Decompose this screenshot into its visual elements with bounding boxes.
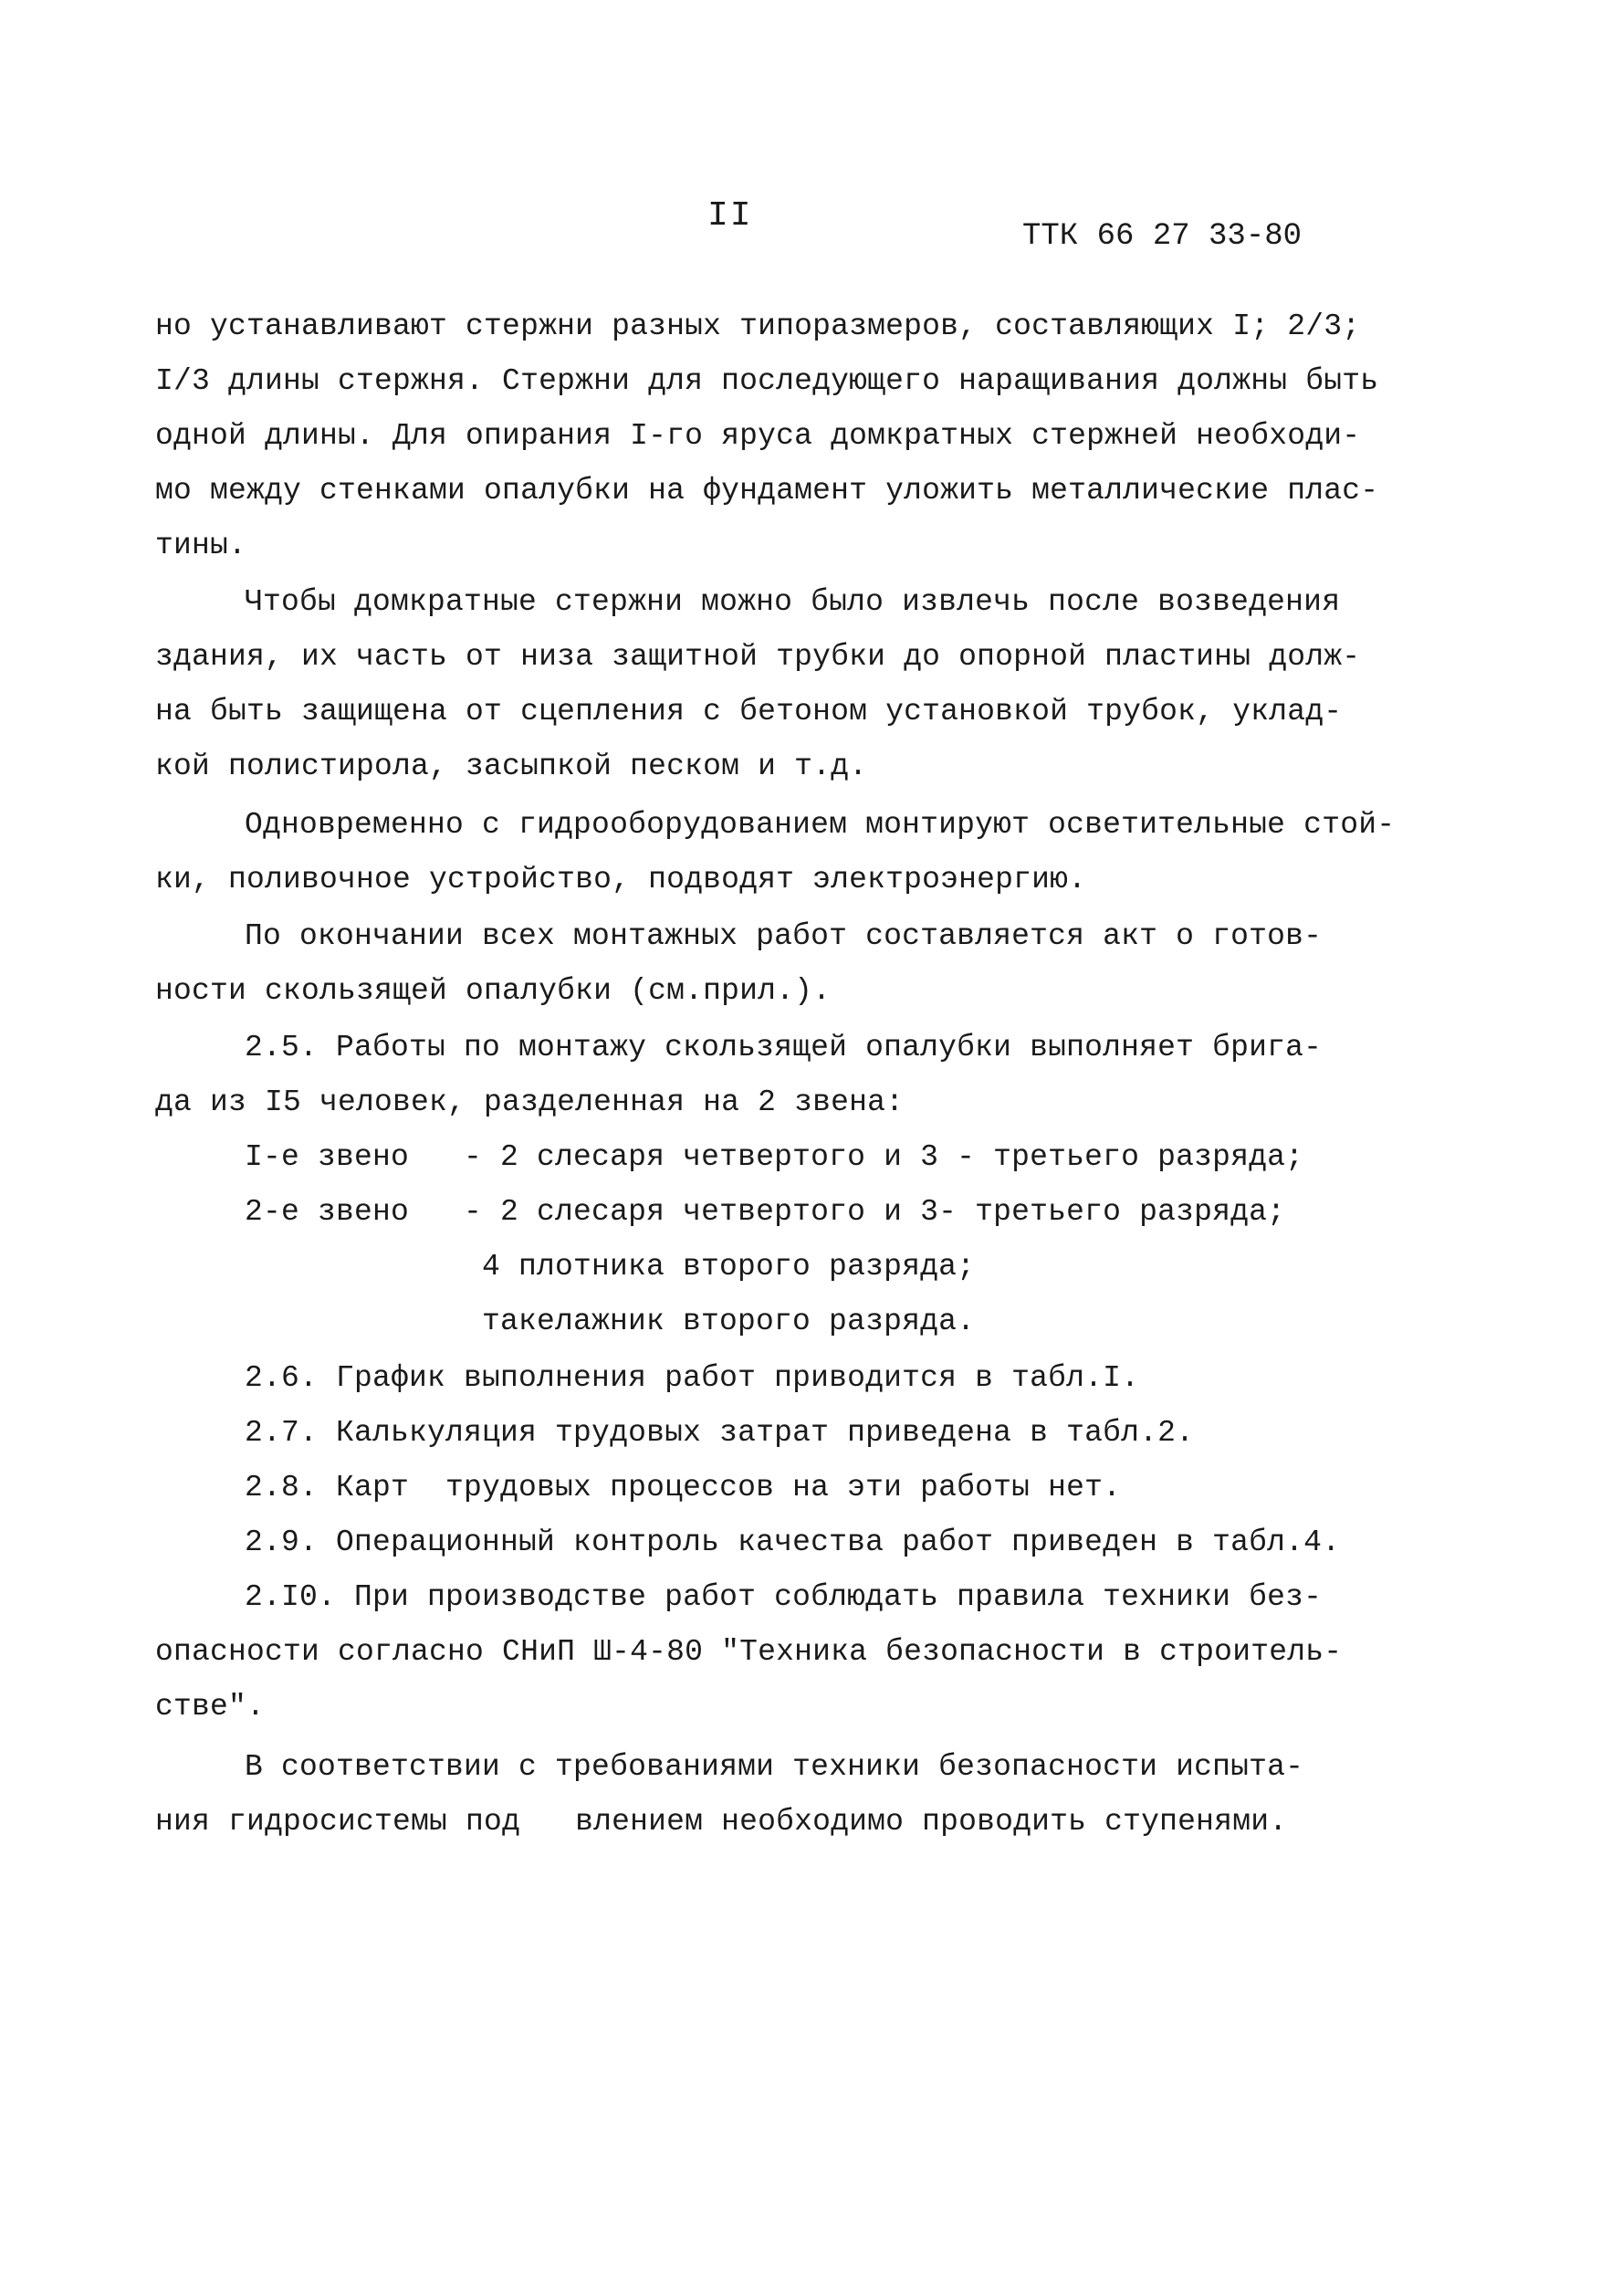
text-line: ния гидросистемы под влением необходимо проводить ступенями. — [155, 1805, 1288, 1839]
text-line: 2.6. График выполнения работ приводится в табл.I. — [245, 1361, 1140, 1395]
document-code: ТТК 66 27 33-80 — [1022, 219, 1303, 254]
text-line: 4 плотника второго разряда; — [482, 1250, 976, 1284]
text-line: кой полистирола, засыпкой песком и т.д. — [155, 750, 868, 783]
text-line: 2.7. Калькуляция трудовых затрат приведена в табл.2. — [245, 1416, 1195, 1450]
text-line: В соответствии с требованиями техники безопасности испыта- — [245, 1750, 1304, 1784]
text-line: 2.I0. При производстве работ соблюдать правила техники без- — [245, 1580, 1323, 1614]
text-line: одной длины. Для опирания I-го яруса домкратных стержней необходи- — [155, 419, 1361, 453]
text-line: здания, их часть от низа защитной трубки до опорной пластины долж- — [155, 640, 1361, 674]
text-line: ности скользящей опалубки (см.прил.). — [155, 974, 832, 1008]
text-line: на быть защищена от сцепления с бетоном установкой трубок, уклад- — [155, 695, 1343, 729]
page-number: II — [707, 196, 753, 236]
text-line: опасности согласно СНиП Ш-4-80 "Техника безопасности в строитель- — [155, 1635, 1343, 1669]
text-line: такелажник второго разряда. — [482, 1305, 976, 1338]
text-line: 2-е звено - 2 слесаря четвертого и 3- третьего разряда; — [245, 1195, 1286, 1229]
text-line: 2.5. Работы по монтажу скользящей опалубки выполняет брига- — [245, 1031, 1323, 1064]
text-line: стве". — [155, 1690, 266, 1724]
text-line: Одновременно с гидрооборудованием монтируют осветительные стой- — [245, 808, 1396, 842]
text-line: 2.9. Операционный контроль качества работ приведен в табл.4. — [245, 1525, 1341, 1559]
text-line: I/3 длины стержня. Стержни для последующего наращивания должны быть — [155, 364, 1379, 398]
text-line: да из I5 человек, разделенная на 2 звена: — [155, 1085, 905, 1119]
text-line: но устанавливают стержни разных типоразмеров, составляющих I; 2/3; — [155, 309, 1361, 343]
text-line: ки, поливочное устройство, подводят электроэнергию. — [155, 863, 1087, 896]
text-line: мо между стенками опалубки на фундамент уложить металлические плас- — [155, 474, 1379, 508]
text-line: тины. — [155, 529, 247, 562]
text-line: Чтобы домкратные стержни можно было извлечь после возведения — [245, 585, 1341, 619]
text-line: 2.8. Карт трудовых процессов на эти работы нет. — [245, 1471, 1122, 1504]
text-line: По окончании всех монтажных работ составляется акт о готов- — [245, 919, 1323, 953]
text-line: I-е звено - 2 слесаря четвертого и 3 - третьего разряда; — [245, 1140, 1304, 1174]
